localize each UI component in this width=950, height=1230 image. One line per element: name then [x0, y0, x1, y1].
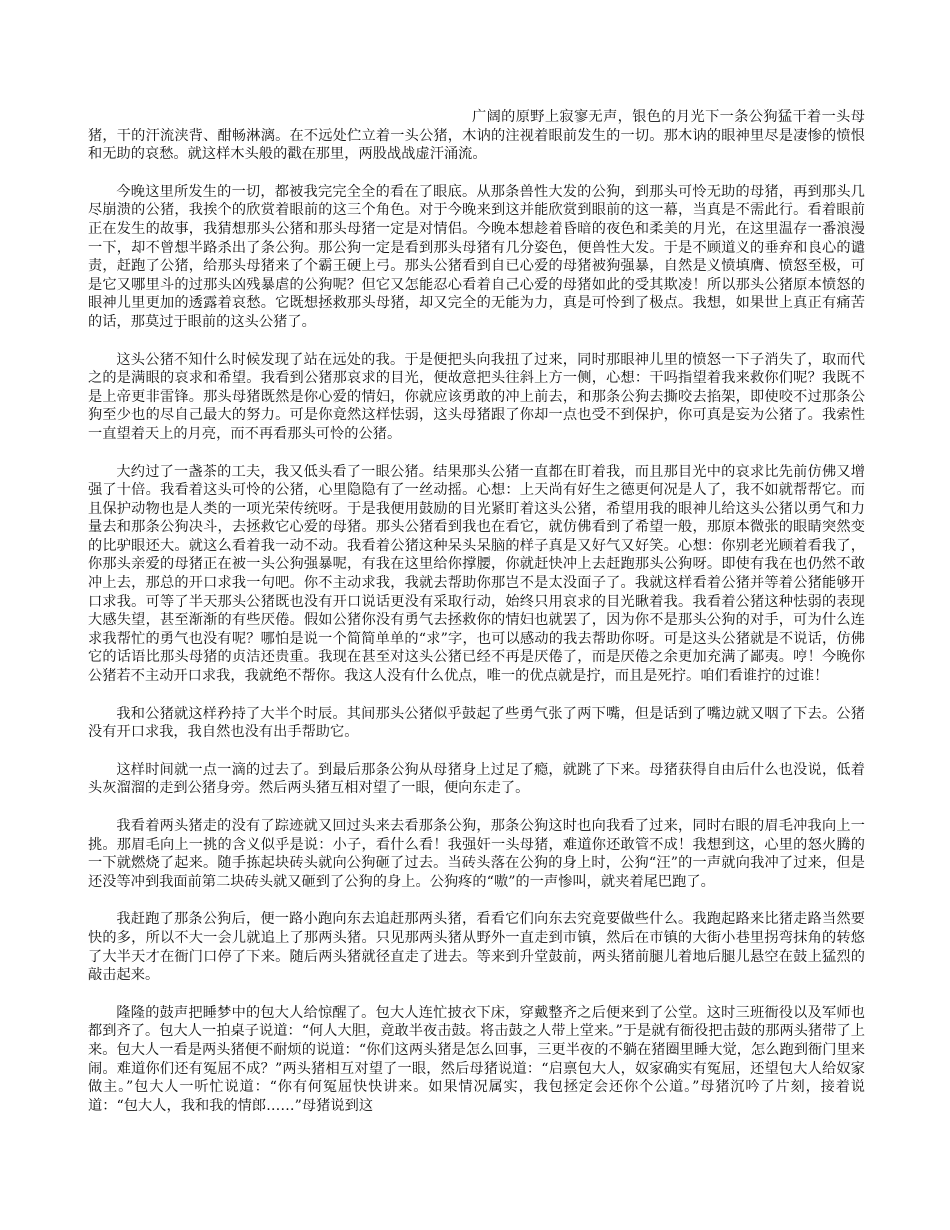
- paragraph-1: 广阔的原野上寂寥无声，银色的月光下一条公狗猛干着一头母猪，干的汗流浃背、酣畅淋漓。在不远处伫立着一头公猪，木讷的注视着眼前发生的一切。那木讷的眼神里尽是凄惨的愤恨和无助的哀愁。就这样木头般的戳在那里，两股战战虚汗涌流。: [88, 109, 865, 163]
- document-page: [88, 108, 865, 1134]
- paragraph-4: 大约过了一盏茶的工夫，我又低头看了一眼公猪。结果那头公猪一直都在盯着我，而且那目光中的哀求比先前仿佛又增强了十倍。我看着这头可怜的公猪，心里隐隐有了一丝动摇。心想：上天尚有好生之德更何况是人了，我不如就帮帮它。而且保护动物也是人类的一项光荣传统呀。于是我便用鼓励的目光紧盯着这头公猪，希望用我的眼神儿给这头公猪以勇气和力量去和那条公狗决斗，去拯救它心爱的母猪。那头公猪看到我也在看它，就仿佛看到了希望一般，那原本微张的眼睛突然变的比驴眼还大。就这么看着我一动不动。我看着公猪这种呆头呆脑的样子真是又好气又好笑。心想：你别老光顾着看我了，你那头亲爱的母猪正在被一头公狗强暴呢，有我在这里给你撑腰，你就赶快冲上去赶跑那头公狗呀。即使有我在也仍然不敢冲上去，那总的开口求我一句吧。你不主动求我，我就去帮助你那岂不是太没面子了。我就这样看着公猪并等着公猪能够开口求我。可等了半天那头公猪既也没有开口说话更没有采取行动，始终只用哀求的目光瞅着我。我看着公猪这种怯弱的表现大感失望，甚至渐渐的有些厌倦。假如公猪你没有勇气去拯救你的情妇也就罢了，因为你不是那头公狗的对手，可为什么连求我帮忙的勇气也没有呢？哪怕是说一个简简单单的“求”字，也可以感动的我去帮助你呀。可是这头公猪就是不说话，仿佛它的话语比那头母猪的贞洁还贵重。我现在甚至对这头公猪已经不再是厌倦了，而是厌倦之余更加充满了鄙夷。哼！今晚你公猪若不主动开口求我，我就绝不帮你。我这人没有什么优点，唯一的优点就是拧，而且是死拧。咱们看谁拧的过谁！: [88, 463, 865, 685]
- paragraph-5: 我和公猪就这样矜持了大半个时辰。其间那头公猪似乎鼓起了些勇气张了两下嘴，但是话到了嘴边就又咽了下去。公猪没有开口求我，我自然也没有出手帮助它。: [88, 705, 865, 741]
- paragraph-8: 我赶跑了那条公狗后，便一路小跑向东去追赶那两头猪，看看它们向东去究竟要做些什么。我跑起路来比猪走路当然要快的多，所以不大一会儿就追上了那两头猪。只见那两头猪从野外一直走到市镇，然后在市镇的大街小巷里拐弯抹角的转悠了大半天才在衙门口停了下来。随后两头猪就径直走了进去。等来到升堂鼓前，两头猪前腿儿着地后腿儿悬空在鼓上猛烈的敲击起来。: [88, 911, 865, 984]
- paragraph-7: 我看着两头猪走的没有了踪迹就又回过头来去看那条公狗，那条公狗这时也向我看了过来，同时右眼的眉毛冲我向上一挑。那眉毛向上一挑的含义似乎是说：小子，看什么看！我强奸一头母猪，难道你还敢管不成！我想到这，心里的怒火腾的一下就燃烧了起来。随手拣起块砖头就向公狗砸了过去。当砖头落在公狗的身上时，公狗“汪”的一声就向我冲了过来，但是还没等冲到我面前第二块砖头就又砸到了公狗的身上。公狗疼的“嗷”的一声惨叫，就夹着尾巴跑了。: [88, 818, 865, 890]
- paragraph-6: 这样时间就一点一滴的过去了。到最后那条公狗从母猪身上过足了瘾，就跳了下来。母猪获得自由后什么也没说，低着头灰溜溜的走到公猪身旁。然后两头猪互相对望了一眼，便向东走了。: [88, 761, 865, 797]
- paragraph-2: 今晚这里所发生的一切，都被我完完全全的看在了眼底。从那条兽性大发的公狗，到那头可怜无助的母猪，再到那头几尽崩溃的公猪，我挨个的欣赏着眼前的这三个角色。对于今晚来到这并能欣赏到眼前的这一幕，当真是不需此行。看着眼前正在发生的故事，我猜想那头公猪和那头母猪一定是对情侣。今晚本想趁着昏暗的夜色和柔美的月光，在这里温存一番浪漫一下，却不曾想半路杀出了条公狗。那公狗一定是看到那头母猪有几分姿色，便兽性大发。于是不顾道义的垂弃和良心的谴责，赶跑了公猪，给那头母猪来了个霸王硬上弓。那头公猪看到自已心爱的母猪被狗强暴，自然是义愤填膺、愤怒至极，可是它又哪里斗的过那头凶残暴虐的公狗呢？但它又怎能忍心看着自己心爱的母猪如此的受其欺凌！所以那头公猪原本愤怒的眼神儿里更加的透露着哀愁。它既想拯救那头母猪，却又完全的无能为力，真是可怜到了极点。我想，如果世上真正有痛苦的话，那莫过于眼前的这头公猪了。: [88, 183, 865, 330]
- paragraph-3: 这头公猪不知什么时候发现了站在远处的我。于是便把头向我扭了过来，同时那眼神儿里的愤怒一下子消失了，取而代之的是满眼的哀求和希望。我看到公猪那哀求的目光，便故意把头往斜上方一侧，心想：干吗指望着我来救你们呢？我既不是上帝更非雷锋。那头母猪既然是你心爱的情妇，你就应该勇敢的冲上前去，和那条公狗去撕咬去掐架，即使咬不过那条公狗至少也的尽自己最大的努力。可是你竟然这样怯弱，这头母猪跟了你却一点也受不到保护，你可真是妄为公猪了。我索性一直望着天上的月亮，而不再看那头可怜的公猪。: [88, 351, 865, 442]
- paragraph-9: 隆隆的鼓声把睡梦中的包大人给惊醒了。包大人连忙披衣下床，穿戴整齐之后便来到了公堂。这时三班衙役以及军师也都到齐了。包大人一拍桌子说道：“何人大胆，竟敢半夜击鼓。将击鼓之人带上堂来。”于是就有衙役把击鼓的那两头猪带了上来。包大人一看是两头猪便不耐烦的说道：“你们这两头猪是怎么回事，三更半夜的不躺在猪圈里睡大觉，怎么跑到衙门里来闹。难道你们还有冤屈不成？”两头猪相互对望了一眼，然后母猪说道：“启禀包大人，奴家确实有冤屈，还望包大人给奴家做主。”包大人一听忙说道：“你有何冤屈快快讲来。如果情况属实，我包拯定会还你个公道。”母猪沉吟了片刻，接着说道：“包大人，我和我的情郎……”母猪说到这: [88, 1004, 865, 1114]
